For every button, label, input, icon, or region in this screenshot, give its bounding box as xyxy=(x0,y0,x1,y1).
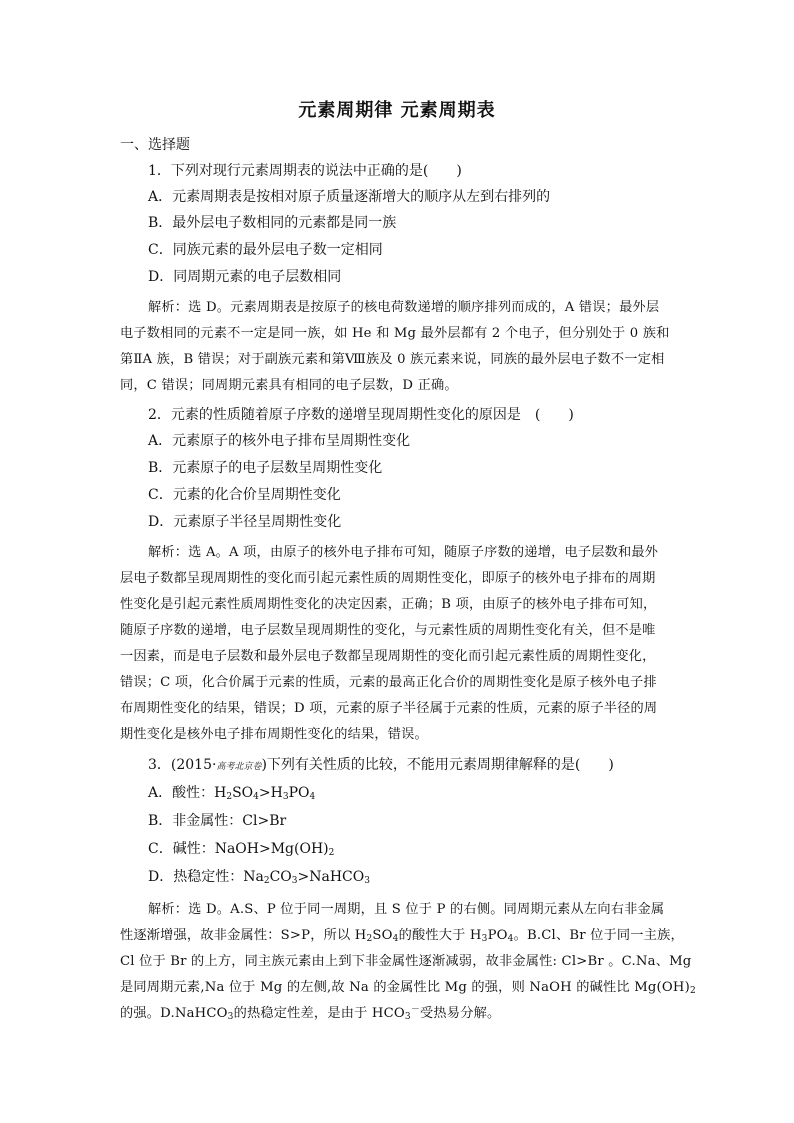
q3-option-b: B．非金属性：Cl>Br xyxy=(148,813,287,829)
explanation-text: 的热稳定性差，是由于 HCO xyxy=(233,1006,405,1021)
q1-explanation-line: 第ⅡA 族，B 错误；对于副族元素和第Ⅷ族及 0 族元素来说，同族的最外层电子数不一定相 xyxy=(120,352,665,367)
formula-part: SO xyxy=(232,785,254,801)
q2-explanation-line: 解析：选 A。A 项，由原子的核外电子排布可知，随原子序数的递增，电子层数和最外 xyxy=(148,545,659,560)
formula-subscript: 3 xyxy=(291,876,298,886)
formula-subscript: 4 xyxy=(507,934,514,944)
q1-option-b: B．最外层电子数相同的元素都是同一族 xyxy=(148,215,397,231)
explanation-text: 的酸性大于 H xyxy=(398,928,482,943)
formula-part: CO xyxy=(269,869,292,885)
q1-option-a: A．元素周期表是按相对原子质量逐渐增大的顺序从左到右排列的 xyxy=(148,189,551,205)
q3-option-c xyxy=(148,838,334,858)
q2-explanation-line: 期性变化是核外电子排布周期性变化的结果，错误。 xyxy=(120,727,428,742)
page-title: 元素周期律 元素周期表 xyxy=(298,100,496,121)
q2-option-b: B．元素原子的电子层数呈周期性变化 xyxy=(148,460,383,476)
formula-part: PO xyxy=(288,785,310,801)
q3-explanation-line: 解析：选 D。A.S、P 位于同一周期，且 S 位于 P 的右侧。同周期元素从左向右非金属 xyxy=(148,902,665,917)
q3-stem xyxy=(148,754,614,774)
explanation-text: 是同周期元素,Na 位于 Mg 的左侧,故 Na 的金属性比 Mg 的强，则 NaOH 的碱性比 Mg(OH) xyxy=(120,980,690,995)
formula-subscript: 3 xyxy=(481,934,488,944)
q1-explanation-line: 同，C 错误；同周期元素具有相同的电子层数，D 正确。 xyxy=(120,378,458,393)
formula-subscript: 2 xyxy=(689,986,696,996)
q1-explanation-line: 电子数相同的元素不一定是同一族，如 He 和 Mg 最外层都有 2 个电子，但分别处于 0 族和 xyxy=(120,326,670,341)
formula-subscript: 3 xyxy=(364,876,370,886)
formula-subscript: 2 xyxy=(226,792,233,802)
q3-explanation-line xyxy=(120,924,684,943)
q1-option-d: D．同周期元素的电子层数相同 xyxy=(148,269,342,285)
formula-part: >NaHCO xyxy=(297,869,365,885)
explanation-text: PO xyxy=(487,928,508,943)
q1-stem: 1．下列对现行元素周期表的说法中正确的是( ) xyxy=(148,163,462,179)
formula-part: >H xyxy=(258,785,283,801)
q3-explanation-line xyxy=(120,1002,500,1021)
formula-subscript: 4 xyxy=(392,934,399,944)
q1-explanation-line: 解析：选 D。元素周期表是按原子的核电荷数递增的顺序排列而成的，A 错误；最外层 xyxy=(148,300,660,315)
q2-option-d: D．元素原子半径呈周期性变化 xyxy=(148,514,342,530)
q3-option-a xyxy=(148,782,315,802)
formula-superscript: － xyxy=(410,1005,421,1015)
formula-subscript: 3 xyxy=(404,1012,411,1022)
explanation-text: SO xyxy=(372,928,393,943)
q3-option-d-label: D．热稳定性：Na xyxy=(148,869,264,885)
formula-subscript: 3 xyxy=(282,792,289,802)
q1-option-c: C．同族元素的最外层电子数一定相同 xyxy=(148,242,383,258)
q3-stem-number: 3．(2015· xyxy=(148,757,217,773)
formula-subscript: 2 xyxy=(366,934,373,944)
q3-explanation-line: Cl 位于 Br 的上方，同主族元素由上到下非金属性逐渐减弱，故非金属性: Cl>Br 。C.Na、Mg xyxy=(120,954,692,969)
q3-option-c-label: C．碱性：NaOH>Mg(OH) xyxy=(148,841,329,857)
q3-explanation-line xyxy=(120,976,696,995)
q3-stem-text: )下列有关性质的比较，不能用元素周期律解释的是( ) xyxy=(261,757,614,773)
q2-explanation-line: 一因素，而是电子层数和最外层电子数都呈现周期性的变化而引起元素性质的周期性变化， xyxy=(120,649,656,664)
q2-explanation-line: 层电子数都呈现周期性的变化而引起元素性质的周期性变化，即原子的核外电子排布的周期 xyxy=(120,571,656,586)
formula-subscript: 3 xyxy=(227,1012,234,1022)
explanation-text: 性逐渐增强，故非金属性：S>P，所以 H xyxy=(120,928,367,943)
formula-subscript: 2 xyxy=(328,848,335,858)
formula-subscript: 4 xyxy=(309,792,316,802)
q2-option-a: A．元素原子的核外电子排布呈周期性变化 xyxy=(148,433,411,449)
q2-explanation-line: 性变化是引起元素性质周期性变化的决定因素，正确；B 项，由原子的核外电子排布可知， xyxy=(120,597,657,612)
formula-subscript: 4 xyxy=(253,792,259,802)
formula-subscript: 2 xyxy=(263,876,270,886)
q2-option-c: C．元素的化合价呈周期性变化 xyxy=(148,487,341,503)
q2-explanation-line: 布周期性变化的结果，错误；D 项，元素的原子半径属于元素的性质，元素的原子半径的周 xyxy=(120,701,658,716)
q3-option-a-label: A．酸性： xyxy=(148,785,215,801)
q3-source-tag: 高考北京卷 xyxy=(216,762,262,772)
explanation-text: 。B.Cl、Br 位于同一主族， xyxy=(513,928,684,943)
formula-part: H xyxy=(214,785,227,801)
explanation-text: 受热易分解。 xyxy=(420,1006,501,1021)
q2-stem: 2．元素的性质随着原子序数的递增呈现周期性变化的原因是 ( ) xyxy=(148,407,574,423)
q3-option-d xyxy=(148,866,370,886)
q2-explanation-line: 随原子序数的递增，电子层数呈现周期性的变化，与元素性质的周期性变化有关，但不是唯 xyxy=(120,623,656,638)
explanation-text: 的强。D.NaHCO xyxy=(120,1006,228,1021)
q2-explanation-line: 错误；C 项，化合价属于元素的性质，元素的最高正化合价的周期性变化是原子核外电子排 xyxy=(120,675,657,690)
section-heading: 一、选择题 xyxy=(120,137,190,153)
